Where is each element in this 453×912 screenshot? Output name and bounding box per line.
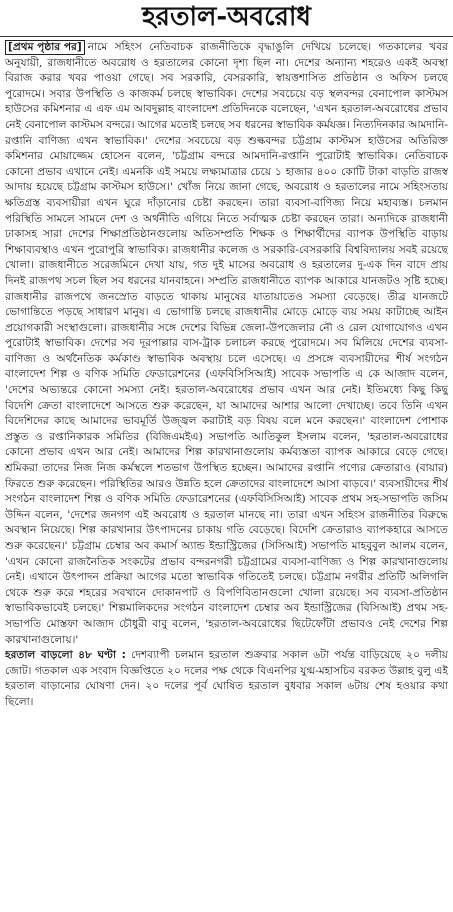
continued-from-label: [প্রথম পৃষ্ঠার পর] — [5, 40, 85, 55]
continued-label-text: প্রথম পৃষ্ঠার পর — [12, 41, 77, 53]
article-paragraph — [5, 648, 448, 710]
article-body — [5, 40, 448, 908]
paragraph-2-text: দেশব্যাপী চলমান হরতাল শুক্রবার সকাল ৬টা পর্যন্ত বাড়িয়েছে ২০ দলীয় জোট। গতকাল এক সংবাদ বিজ্ঞপ্তিতে ২০ দলের পক্ষ থেকে বিএনপির যুগ্ম-মহাসচিব বরকত উল্লাহ বুলু এই হরতাল বাড়ানোর ঘোষণা দেন। ২০ দলের পূর্ব ঘোষিত হরতাল বুধবার সকাল ৬টায় শেষ হওয়ার কথা ছিলো। — [5, 649, 448, 708]
article-paragraph — [5, 40, 448, 648]
subheading-hartal-extended: হরতাল বাড়লো ৪৮ ঘণ্টা : — [5, 649, 126, 662]
headline-divider — [0, 36, 453, 37]
paragraph-1-text: নামে সহিংস নেতিবাচক রাজনীতিকে বৃদ্ধাঙুলি দেখিয়ে চলেছে। গতকালের খবর অনুযায়ী, রাজধানীতে অবরোধ ও হরতালের কোনো দৃশ্য ছিল না। দেশের অন্যান্য শহরেও একই অবস্থা বিরাজ করার খবর পাওয়া গেছে। সব সরকারি, বেসরকারি, স্বায়ত্তশাসিত প্রতিষ্ঠান ও অফিস চলছে পুরোদমে। সবার উপস্থিতি ও কাজকর্ম চলছে স্বাভাবিক। দেশের সবচেয়ে বড় স্থলবন্দর বেনাপোল কাস্টমস হাউসের কমিশনার এ এফ এম আবদুল্লাহ বাংলাদেশ প্রতিদিনকে বলেছেন, 'এখন হরতাল-অবরোধের প্রভাব নেই বেনাপোল কাস্টমস বন্দরে। আগের মতোই চলছে সব ধরনের স্বাভাবিক কর্মযজ্ঞ। নিত্যদিনকার আমদানি-রপ্তানি বাণিজ্য এখন স্বাভাবিক।' দেশের সবচেয়ে বড় শুল্কবন্দর চট্টগ্রাম কাস্টমস হাউসের অতিরিক্ত কমিশনার মোয়াজ্জেম হোসেন বলেন, 'চট্টগ্রাম বন্দরে আমদানি-রপ্তানি পুরোটাই স্বাভাবিক। নেতিবাচক কোনো প্রভাব এখানে নেই। এমনকি এই সময়ে লক্ষ্যমাত্রার চেয়ে ১ হাজার ৪০০ কোটি টাকা বাড়তি রাজস্ব আদায় হয়েছে চট্টগ্রাম কাস্টমস হাউসে।' খোঁজ নিয়ে জানা গেছে, অবরোধ ও হরতালের নামে সহিংসতায় ক্ষতিগ্রস্ত ব্যবসায়ীরা এখন ঘুরে দাঁড়ানোর চেষ্টা করছেন। তারা ব্যবসা-বাণিজ্য নিয়ে মহাব্যস্ত। চলমান পরিস্থিতি সামলে সামনে দেশ ও অর্থনীতি এগিয়ে নিতে সর্বাত্মক চেষ্টা করছেন তারা। অন্যদিকে রাজধানী ঢাকাসহ সারা দেশের শিক্ষাপ্রতিষ্ঠানগুলোয় অতিসম্প্রতি শিক্ষক ও শিক্ষার্থীদের ব্যাপক উপস্থিতি বাড়ায় শিক্ষাব্যবস্থাও এখন পুরোপুরি স্বাভাবিক। রাজধানীর কলেজ ও সরকারি-বেসরকারি বিশ্ববিদ্যালয় সবই রয়েছে খোলা। রাজধানীতে সরেজমিনে দেখা যায়, গত দুই মাসের অবরোধ ও হরতালের দু-এক দিন বাদে প্রায় দিনই রাজপথ সচল ছিল সব ধরনের যানবাহনে। সম্প্রতি রাজধানীতে ব্যাপক আকারে যানজটও সৃষ্টি হচ্ছে। রাজধানীর রাজপথে জনস্রোত বাড়তে থাকায় মানুষের যাতায়াতেও সমস্যা বেড়েছে। তীব্র যানজটে ভোগান্তিতে পড়ছে সাধারণ মানুষ। এ ভোগান্তি চলছে রাজধানীর মোড়ে মোড়ে ব্যয় সময় কাটাচ্ছে আইন প্রয়োগকারী সংস্থাগুলো। রাজধানীর সঙ্গে দেশের বিভিন্ন জেলা-উপজেলার নৌ ও রেল যোগাযোগও এখন পুরোটাই স্বাভাবিক। দেশের সব দূরপাল্লার বাস-ট্রাক চলাচল করছে পুরোদমে। সব মিলিয়ে দেশের ব্যবসা-বাণিজ্য ও অর্থনৈতিক কর্মকাণ্ড স্বাভাবিক অবস্থায় চলে এসেছে। এ প্রসঙ্গে ব্যবসায়ীদের শীর্ষ সংগঠন বাংলাদেশ শিল্প ও বণিক সমিতি ফেডারেশনের (এফবিসিসিআই) সাবেক সভাপতি এ কে আজাদ বলেন, 'দেশের অভ্যন্তরে কোনো সমস্যা নেই। হরতাল-অবরোধের প্রভাব এখন আর নেই। ইতিমধ্যে কিছু কিছু বিদেশি ক্রেতা বাংলাদেশে আসতে শুরু করেছেন, যা আমাদের আশার আলো দেখাচ্ছে। তবে তিনি এখন বিদেশিদের কাছে আমাদের ভাবমূর্তি উজ্জ্বল করাটাই বড় বিষয় বলে মনে করছেন।' বাংলাদেশ পোশাক প্রস্তুত ও রপ্তানিকারক সমিতির (বিজিএমইএ) সভাপতি আতিকুল ইসলাম বলেন, 'হরতাল-অবরোধের কোনো প্রভাব এখন আর নেই। আমাদের শিল্প কারখানাগুলোয় কর্মব্যস্ততা ব্যাপক আকারে বেড়ে গেছে। শ্রমিকরা তাদের নিজ নিজ কর্মস্থলে শতভাগ উপস্থিত হচ্ছেন। আমাদের রপ্তানি পণ্যের ক্রেতারাও (বায়ার) ফিরতে শুরু করেছেন। পরিস্থিতির আরও উন্নতি হলে ক্রেতাদের বাংলাদেশে আসা বাড়বে।' ব্যবসায়ীদের শীর্ষ সংগঠন বাংলাদেশ শিল্প ও বণিক সমিতি ফেডারেশনের (এফবিসিসিআই) সাবেক প্রথম সহ-সভাপতি জসিম উদ্দিন বলেন, 'দেশের জনগণ এই অবরোধ ও হরতাল মানছে না। তারা এখন সহিংস রাজনীতির বিরুদ্ধে অবস্থান নিয়েছে। শিল্প কারখানার উৎপাদনের চাকায় গতি বেড়েছে। বিদেশি ক্রেতারাও ব্যাপকহারে আসতে শুরু করেছেন।' চট্টগ্রাম চেম্বার অব কমার্স অ্যান্ড ইন্ডাস্ট্রিজের (সিসিআই) সভাপতি মাহবুবুল আলম বলেন, 'এখন কোনো রাজনৈতিক সংকটের প্রভাব বন্দরনগরী চট্টগ্রামের ব্যবসা-বাণিজ্য ও শিল্প কারখানাগুলোয় নেই। এখানে উৎপাদন প্রক্রিয়া আগের মতো স্বাভাবিক গতিতেই চলছে। চট্টগ্রাম নগরীর প্রতিটি অলিগলি থেকে শুরু করে শহরের সবখানে দোকানপাট ও বিপণিবিতানগুলো খোলা রয়েছে। সব ব্যবসা-প্রতিষ্ঠান স্বাভাবিকভাবেই চলছে।' শিল্পমালিকদের সংগঠন বাংলাদেশ চেম্বার অব ইন্ডাস্ট্রিজের (বিসিআই) প্রথম সহ-সভাপতি মোস্তফা আজাদ চৌধুরী বাবু বলেন, 'হরতাল-অবরোধের ছিটেফোঁটা প্রভাবও নেই দেশের শিল্প কারখানাগুলোয়।' — [5, 41, 448, 646]
headline: হরতাল-অবরোধ — [141, 2, 312, 32]
